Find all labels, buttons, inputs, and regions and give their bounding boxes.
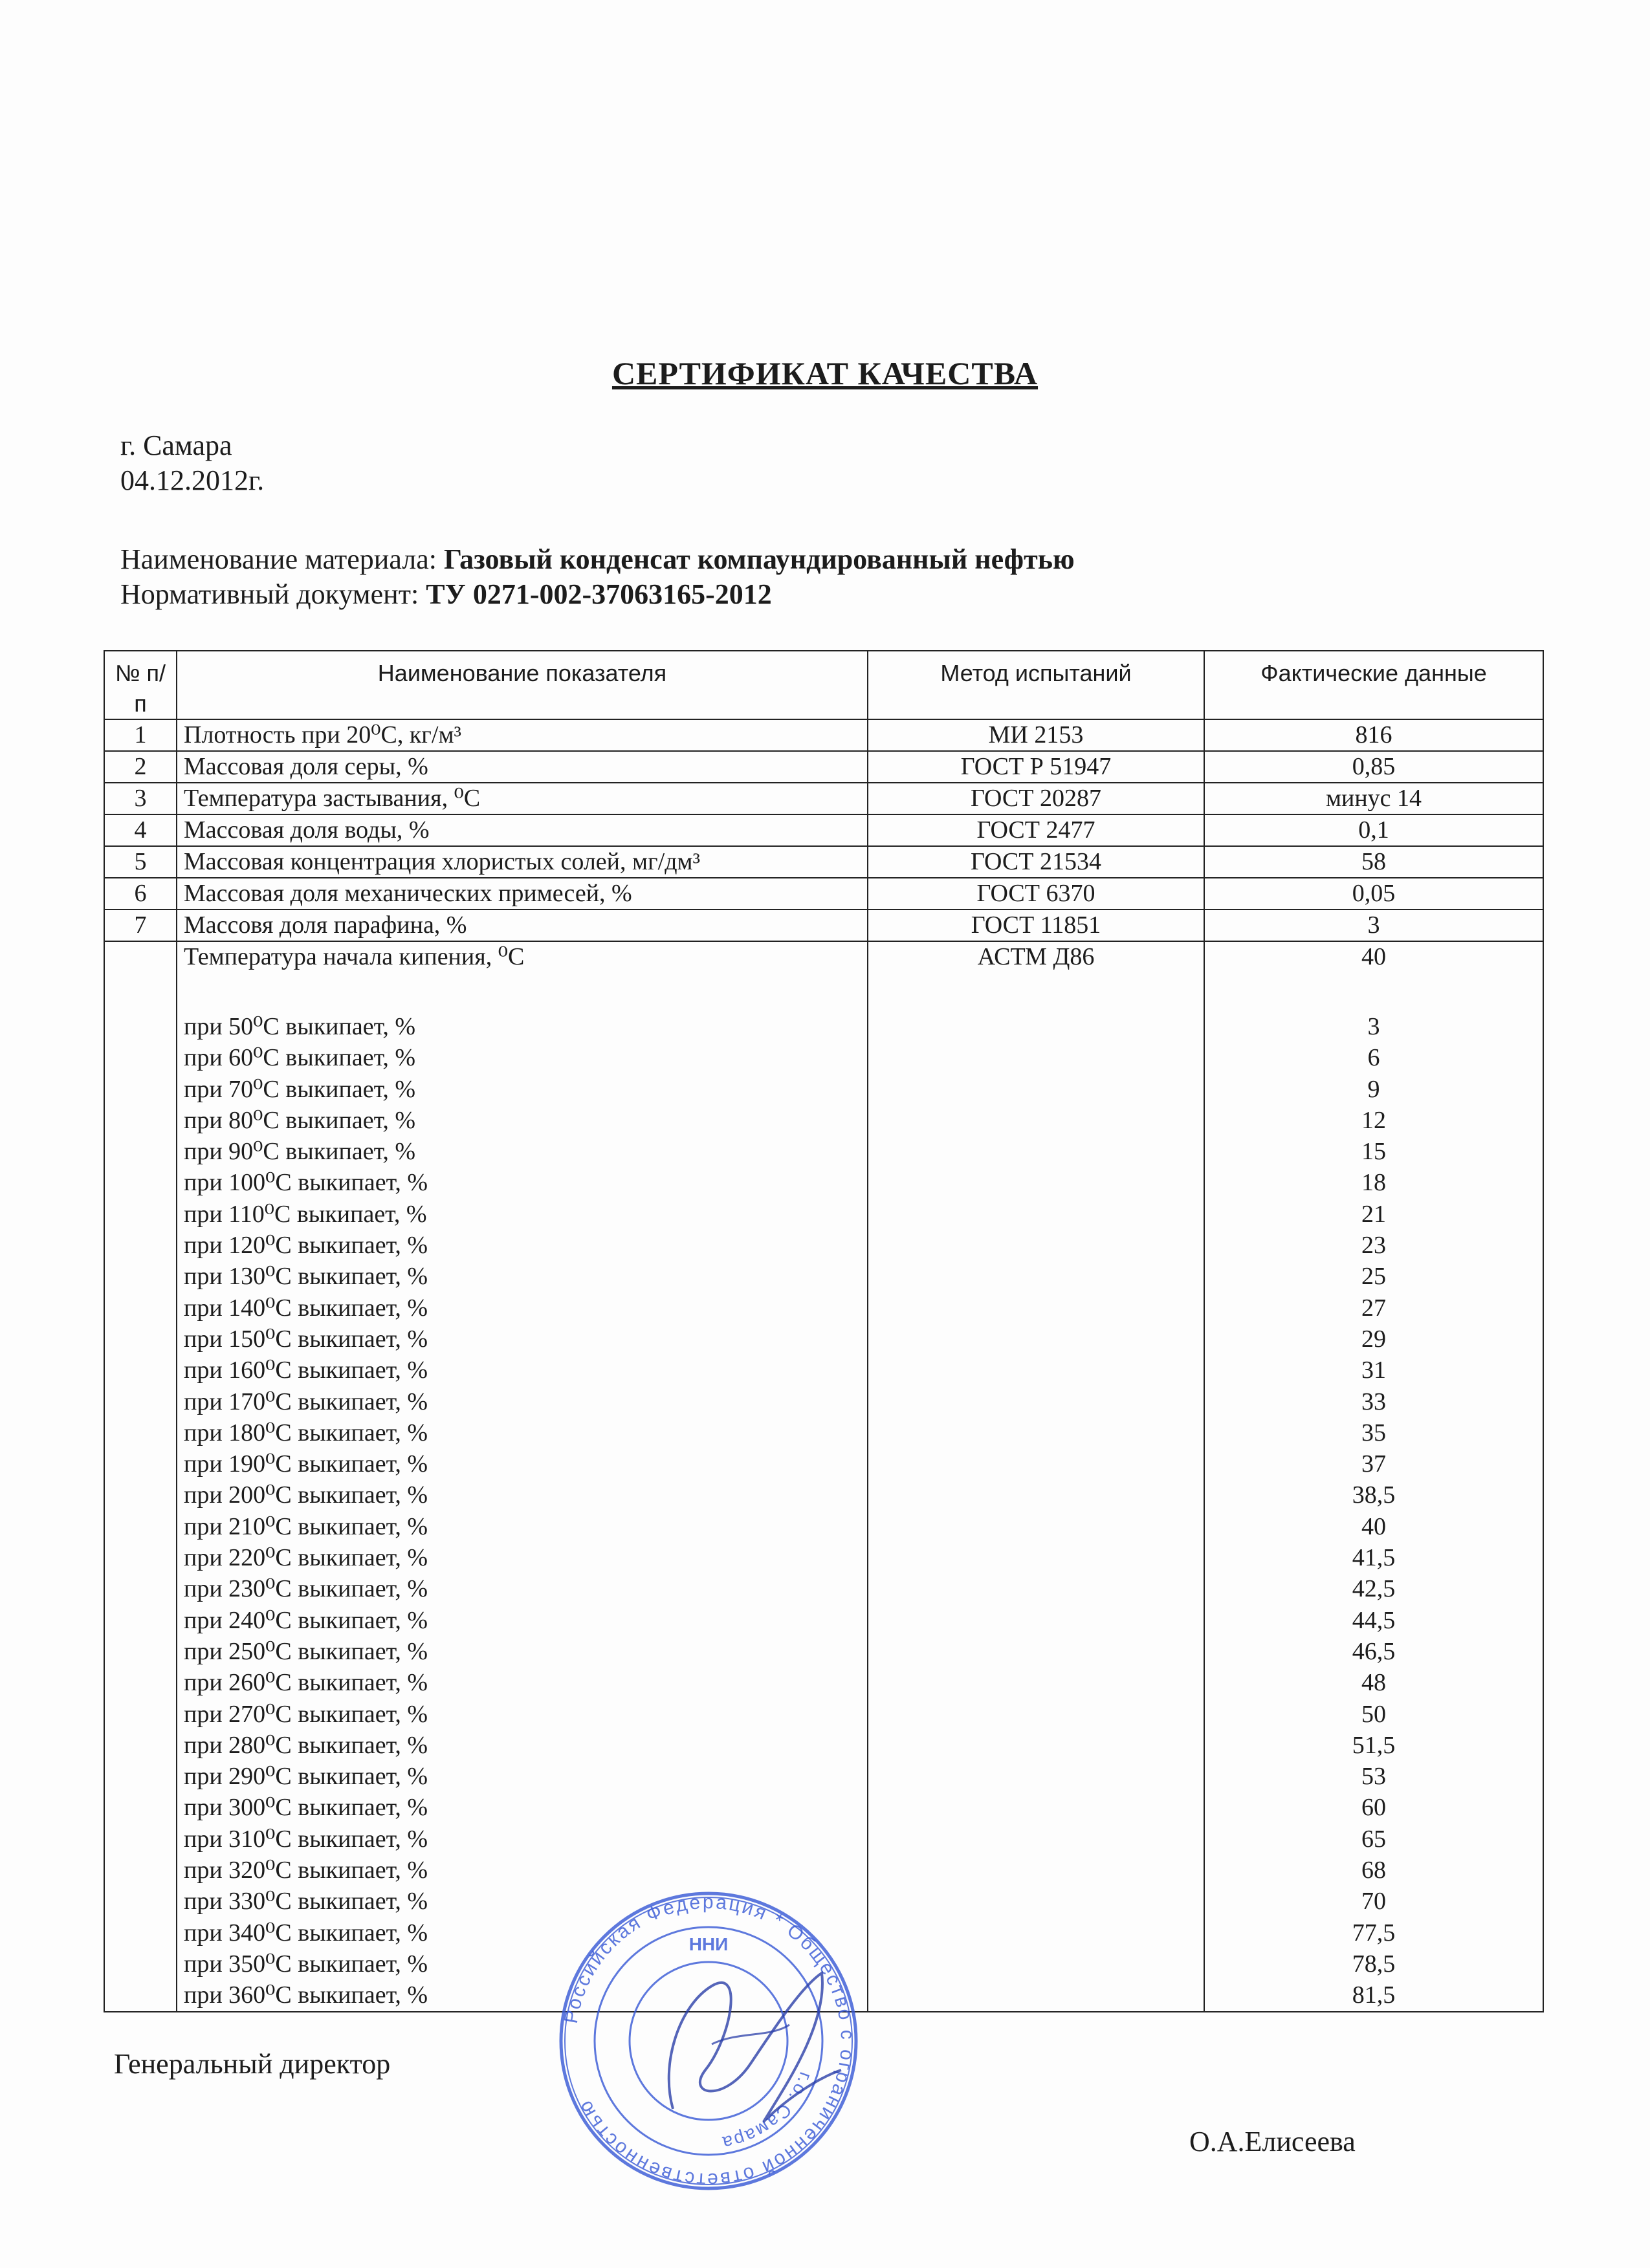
- row-value-cell: 0,85: [1204, 751, 1543, 783]
- row-value-cell: 0,05: [1204, 878, 1543, 910]
- distillation-item-label: при 70⁰С выкипает, %: [184, 1075, 415, 1103]
- distillation-item-value: 12: [1361, 1106, 1386, 1134]
- distillation-item-value: 70: [1361, 1888, 1386, 1915]
- distillation-item-label: при 150⁰С выкипает, %: [184, 1325, 428, 1353]
- distillation-item-label: при 100⁰С выкипает, %: [184, 1169, 428, 1197]
- distillation-item-value: 48: [1361, 1669, 1386, 1697]
- distillation-item-value: 41,5: [1352, 1544, 1396, 1572]
- header-value: Фактические данные: [1204, 651, 1543, 719]
- distillation-item-label: при 350⁰С выкипает, %: [184, 1950, 428, 1978]
- distillation-values: [1204, 941, 1543, 2012]
- distillation-item-label: при 240⁰С выкипает, %: [184, 1606, 428, 1634]
- normative-line: [120, 577, 772, 612]
- normative-value: ТУ 0271-002-37063165-2012: [426, 578, 772, 610]
- header-no: № п/п: [104, 651, 177, 719]
- row-no-cell: 6: [104, 878, 177, 910]
- row-method-cell: ГОСТ 2477: [868, 814, 1204, 846]
- table-body: [104, 719, 1543, 2012]
- row-no-cell: 1: [104, 719, 177, 751]
- row-name-cell: Массовая концентрация хлористых солей, мг/дм³: [177, 846, 868, 878]
- distillation-item-label: при 300⁰С выкипает, %: [184, 1794, 428, 1822]
- distillation-item-label: при 170⁰С выкипает, %: [184, 1388, 428, 1415]
- distillation-item-value: 37: [1361, 1450, 1386, 1478]
- distillation-item-label: при 130⁰С выкипает, %: [184, 1263, 428, 1291]
- distillation-item-label: при 310⁰С выкипает, %: [184, 1825, 428, 1853]
- distillation-item-label: при 110⁰С выкипает, %: [184, 1200, 427, 1228]
- table-row: [104, 783, 1543, 814]
- signer-role: Генеральный директор: [114, 2048, 391, 2080]
- distillation-item-value: 3: [1367, 1013, 1380, 1040]
- distillation-item-value: 78,5: [1352, 1950, 1396, 1978]
- boiling-start-label: Температура начала кипения, ⁰С: [184, 943, 525, 970]
- row-value-cell: 58: [1204, 846, 1543, 878]
- row-method-cell: ГОСТ 21534: [868, 846, 1204, 878]
- table-row: [104, 751, 1543, 783]
- distillation-item-value: 35: [1361, 1419, 1386, 1446]
- quality-table: [104, 650, 1544, 2012]
- header-name: Наименование показателя: [177, 651, 868, 719]
- stamp-inner-text: г.о. Самара: [720, 2069, 817, 2154]
- distillation-item-value: 77,5: [1352, 1919, 1396, 1946]
- distillation-item-value: 53: [1361, 1763, 1386, 1791]
- distillation-item-value: 25: [1361, 1263, 1386, 1291]
- table-row: [104, 719, 1543, 751]
- distillation-item-label: при 260⁰С выкипает, %: [184, 1669, 428, 1697]
- distillation-item-label: при 60⁰С выкипает, %: [184, 1044, 415, 1072]
- distillation-item-label: при 290⁰С выкипает, %: [184, 1763, 428, 1791]
- document-title: СЕРТИФИКАТ КАЧЕСТВА: [611, 355, 1039, 391]
- distillation-item-label: при 90⁰С выкипает, %: [184, 1138, 415, 1166]
- distillation-item-value: 42,5: [1352, 1575, 1396, 1603]
- row-method-cell: ГОСТ 11851: [868, 910, 1204, 941]
- distillation-item-value: 27: [1361, 1294, 1386, 1322]
- distillation-item-value: 23: [1361, 1232, 1386, 1259]
- row-no-cell: 3: [104, 783, 177, 814]
- table-row: [104, 814, 1543, 846]
- distillation-item-label: при 270⁰С выкипает, %: [184, 1700, 428, 1728]
- stamp-outer-text: Российская Федерация * Общество с ограниченной ответственностью: [560, 1891, 859, 2191]
- row-no-cell: 2: [104, 751, 177, 783]
- distillation-item-value: 46,5: [1352, 1637, 1396, 1665]
- distillation-item-value: 15: [1361, 1138, 1386, 1166]
- distillation-item-value: 6: [1367, 1044, 1380, 1072]
- distillation-item-label: при 340⁰С выкипает, %: [184, 1919, 428, 1946]
- distillation-item-value: 9: [1367, 1075, 1380, 1103]
- handwritten-signature: [634, 1947, 867, 2154]
- table-row: [104, 846, 1543, 878]
- distillation-item-value: 65: [1361, 1825, 1386, 1853]
- material-value: Газовый конденсат компаундированный нефтью: [443, 543, 1075, 575]
- distillation-item-label: при 140⁰С выкипает, %: [184, 1294, 428, 1322]
- boiling-start-value: 40: [1361, 943, 1386, 970]
- row-value-cell: 3: [1204, 910, 1543, 941]
- row-method-cell: МИ 2153: [868, 719, 1204, 751]
- table-row: [104, 878, 1543, 910]
- row-name-cell: Плотность при 20⁰С, кг/м³: [177, 719, 868, 751]
- row-value-cell: минус 14: [1204, 783, 1543, 814]
- distillation-item-label: при 50⁰С выкипает, %: [184, 1013, 415, 1040]
- distillation-row: [104, 941, 1543, 2012]
- distillation-item-label: при 230⁰С выкипает, %: [184, 1575, 428, 1603]
- row-no-cell: 4: [104, 814, 177, 846]
- distillation-item-value: 29: [1361, 1325, 1386, 1353]
- distillation-item-value: 68: [1361, 1857, 1386, 1884]
- distillation-item-label: при 180⁰С выкипает, %: [184, 1419, 428, 1446]
- material-line: [120, 542, 1075, 577]
- table-row: [104, 910, 1543, 941]
- distillation-value-list: [1211, 1011, 1536, 2011]
- row-name-cell: Массовая доля механических примесей, %: [177, 878, 868, 910]
- distillation-item-value: 18: [1361, 1169, 1386, 1197]
- distillation-label-list: [184, 1011, 861, 2011]
- row-no-cell: 7: [104, 910, 177, 941]
- row-value-cell: 0,1: [1204, 814, 1543, 846]
- distillation-no: [104, 941, 177, 2012]
- signer-name: О.А.Елисеева: [1189, 2126, 1356, 2157]
- distillation-item-label: при 320⁰С выкипает, %: [184, 1857, 428, 1884]
- distillation-item-value: 51,5: [1352, 1731, 1396, 1759]
- normative-label: Нормативный документ:: [120, 578, 426, 610]
- row-method-cell: ГОСТ Р 51947: [868, 751, 1204, 783]
- distillation-item-value: 31: [1361, 1357, 1386, 1384]
- distillation-method: АСТМ Д86: [868, 941, 1204, 2012]
- header-method: Метод испытаний: [868, 651, 1204, 719]
- stamp-top-text: ННИ: [688, 1934, 729, 1954]
- distillation-item-value: 50: [1361, 1700, 1386, 1728]
- distillation-names: [177, 941, 868, 2012]
- row-name-cell: Массовая доля серы, %: [177, 751, 868, 783]
- distillation-item-value: 38,5: [1352, 1481, 1396, 1509]
- distillation-item-label: при 220⁰С выкипает, %: [184, 1544, 428, 1572]
- row-method-cell: ГОСТ 20287: [868, 783, 1204, 814]
- table-header-row: [104, 651, 1543, 719]
- row-name-cell: Температура застывания, ⁰С: [177, 783, 868, 814]
- distillation-item-label: при 360⁰С выкипает, %: [184, 1981, 428, 2009]
- distillation-item-value: 21: [1361, 1200, 1386, 1228]
- distillation-item-value: 81,5: [1352, 1981, 1396, 2009]
- distillation-item-label: при 210⁰С выкипает, %: [184, 1512, 428, 1540]
- material-label: Наименование материала:: [120, 543, 444, 575]
- date-line: 04.12.2012г.: [120, 464, 265, 496]
- row-method-cell: ГОСТ 6370: [868, 878, 1204, 910]
- distillation-item-label: при 80⁰С выкипает, %: [184, 1106, 415, 1134]
- distillation-item-label: при 330⁰С выкипает, %: [184, 1888, 428, 1915]
- city-line: г. Самара: [120, 430, 232, 461]
- row-name-cell: Массовя доля парафина, %: [177, 910, 868, 941]
- distillation-item-label: при 250⁰С выкипает, %: [184, 1637, 428, 1665]
- distillation-item-label: при 190⁰С выкипает, %: [184, 1450, 428, 1478]
- row-value-cell: 816: [1204, 719, 1543, 751]
- distillation-item-label: при 280⁰С выкипает, %: [184, 1731, 428, 1759]
- distillation-item-value: 33: [1361, 1388, 1386, 1415]
- distillation-item-value: 40: [1361, 1512, 1386, 1540]
- distillation-item-value: 44,5: [1352, 1606, 1396, 1634]
- row-no-cell: 5: [104, 846, 177, 878]
- distillation-item-label: при 160⁰С выкипает, %: [184, 1357, 428, 1384]
- distillation-item-value: 60: [1361, 1794, 1386, 1822]
- row-name-cell: Массовая доля воды, %: [177, 814, 868, 846]
- distillation-item-label: при 120⁰С выкипает, %: [184, 1232, 428, 1259]
- distillation-item-label: при 200⁰С выкипает, %: [184, 1481, 428, 1509]
